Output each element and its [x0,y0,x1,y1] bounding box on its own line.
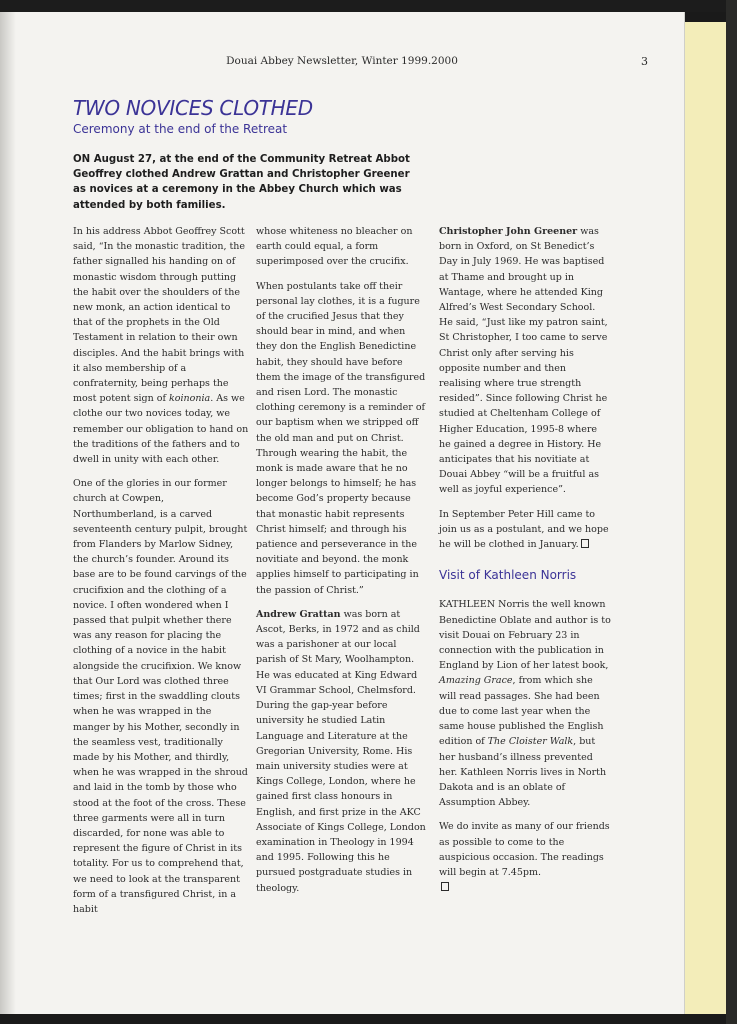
end-mark-icon [441,882,449,891]
paragraph: Christopher John Greener was born in Oxford, on St Benedict’s Day in July 1969. He was baptised at Thame and brought up in Wantage, where he attended King Alfred’s West Secondary School. He said, “Just like my patron saint, St Christopher, I too came to serve Christ only after serving his opposite number and then realising where true strength resided”. Since following Christ he studied at Cheltenham College of Higher Education, 1995-8 where he gained a degree in History. He anticipates that his novitiate at Douai Abbey “will be a fruitful as well as joyful experience”. [439,226,608,496]
page-number: 3 [641,55,648,68]
article-intro: ON August 27, at the end of the Community Retreat Abbot Geoffrey clothed Andrew Grattan and Christopher Greener as novices at a ceremony in the Abbey Church which was attended by both families. [73,154,410,211]
article-title: TWO NOVICES CLOTHED [73,96,313,120]
paragraph: We do invite as many of our friends as possible to come to the auspicious occasion. The readings will begin at 7.45pm. [439,819,611,895]
paragraph: In his address Abbot Geoffrey Scott said, “In the monastic tradition, the father signalled his handing on of monastic wisdom through putting the habit over the shoulders of the new monk, an action identical to that of the prophets in the Old Testament in relation to their own disciples. And the habit brings with it also membership of a confraternity, being perhaps the most potent sign of koinonia. As we clothe our two novices today, we remember our obligation to hand on the traditions of the fathers and to dwell in unity with each other. [73,226,249,466]
paragraph: One of the glories in our former church at Cowpen, Northumberland, is a carved seventeenth century pulpit, brought from Flanders by Marlow Sidney, the church’s founder. Around its base are to be found carvings of the crucifixion and the clothing of a novice. I often wondered when I passed that pulpit whether there was any reason for placing the clothing of a novice in the habit alongside the crucifixion. We know that Our Lord was clothed three times; first in the swaddling clouts when he was wrapped in the manger by his Mother, secondly in the seamless vest, traditionally made by his Mother, and thirdly, when he was wrapped in the shroud and laid in the tomb by those who stood at the foot of the cross. These three garments were all in turn discarded, for none was able to represent the figure of Christ in its totality. For us to comprehend that, we need to look at the transparent form of a transfigured Christ, in a habit [73,478,248,915]
column-3 [439,224,611,904]
running-header: Douai Abbey Newsletter, Winter 1999.2000 [226,55,458,67]
paragraph: In September Peter Hill came to join us as a postulant, and we hope he will be clothed in January. [439,508,609,551]
novice-name: Andrew Grattan [256,608,341,620]
paragraph: Andrew Grattan was born at Ascot, Berks, in 1972 and as child was a parishoner at our local parish of St Mary, Woolhampton. He was educated at King Edward VI Grammar School, Chelmsford. During the gap-year before university he studied Latin Language and Literature at the Gregorian University, Rome. His main university studies were at Kings College, London, where he gained first class honours in English, and first prize in the AKC Associate of Kings College, London examination in Theology in 1994 and 1995. Following this he pursued postgraduate studies in theology. [256,608,426,894]
section-heading: Visit of Kathleen Norris [439,568,577,583]
article-subtitle: Ceremony at the end of the Retreat [73,122,288,136]
paragraph: KATHLEEN Norris the well known Benedictine Oblate and author is to visit Douai on February 23 in connection with the publication in England by Lion of her latest book, Amazing Grace, from which she will read passages. She had been due to come last year when the same house published the English edition of The Cloister Walk, but her husband’s illness prevented her. Kathleen Norris lives in North Dakota and is an oblate of Assumption Abbey. [439,599,611,809]
scan-border-top [0,0,737,12]
column-2 [256,224,428,905]
novice-name: Christopher John Greener [439,226,578,237]
binding-gutter [0,12,16,1014]
paragraph: When postulants take off their personal lay clothes, it is a fugure of the crucified Jesus that they should bear in mind, and when they don the English Benedictine habit, they should have before them the image of the transfigured and risen Lord. The monastic clothing ceremony is a reminder of our baptism when we stripped off the old man and put on Christ. Through wearing the habit, the monk is made aware that he no longer belongs to himself; he has become God’s property because that monastic habit represents Christ himself; and through his patience and perseverance in the novitiate and beyond. the monk applies himself to participating in the passion of Christ.” [256,280,426,596]
next-page-edge [682,22,726,1014]
scan-border-right [726,0,737,1024]
paragraph: whose whiteness no bleacher on earth could equal, a form superimposed over the crucifix. [256,226,413,268]
column-1 [73,224,249,926]
end-mark-icon [581,539,589,548]
